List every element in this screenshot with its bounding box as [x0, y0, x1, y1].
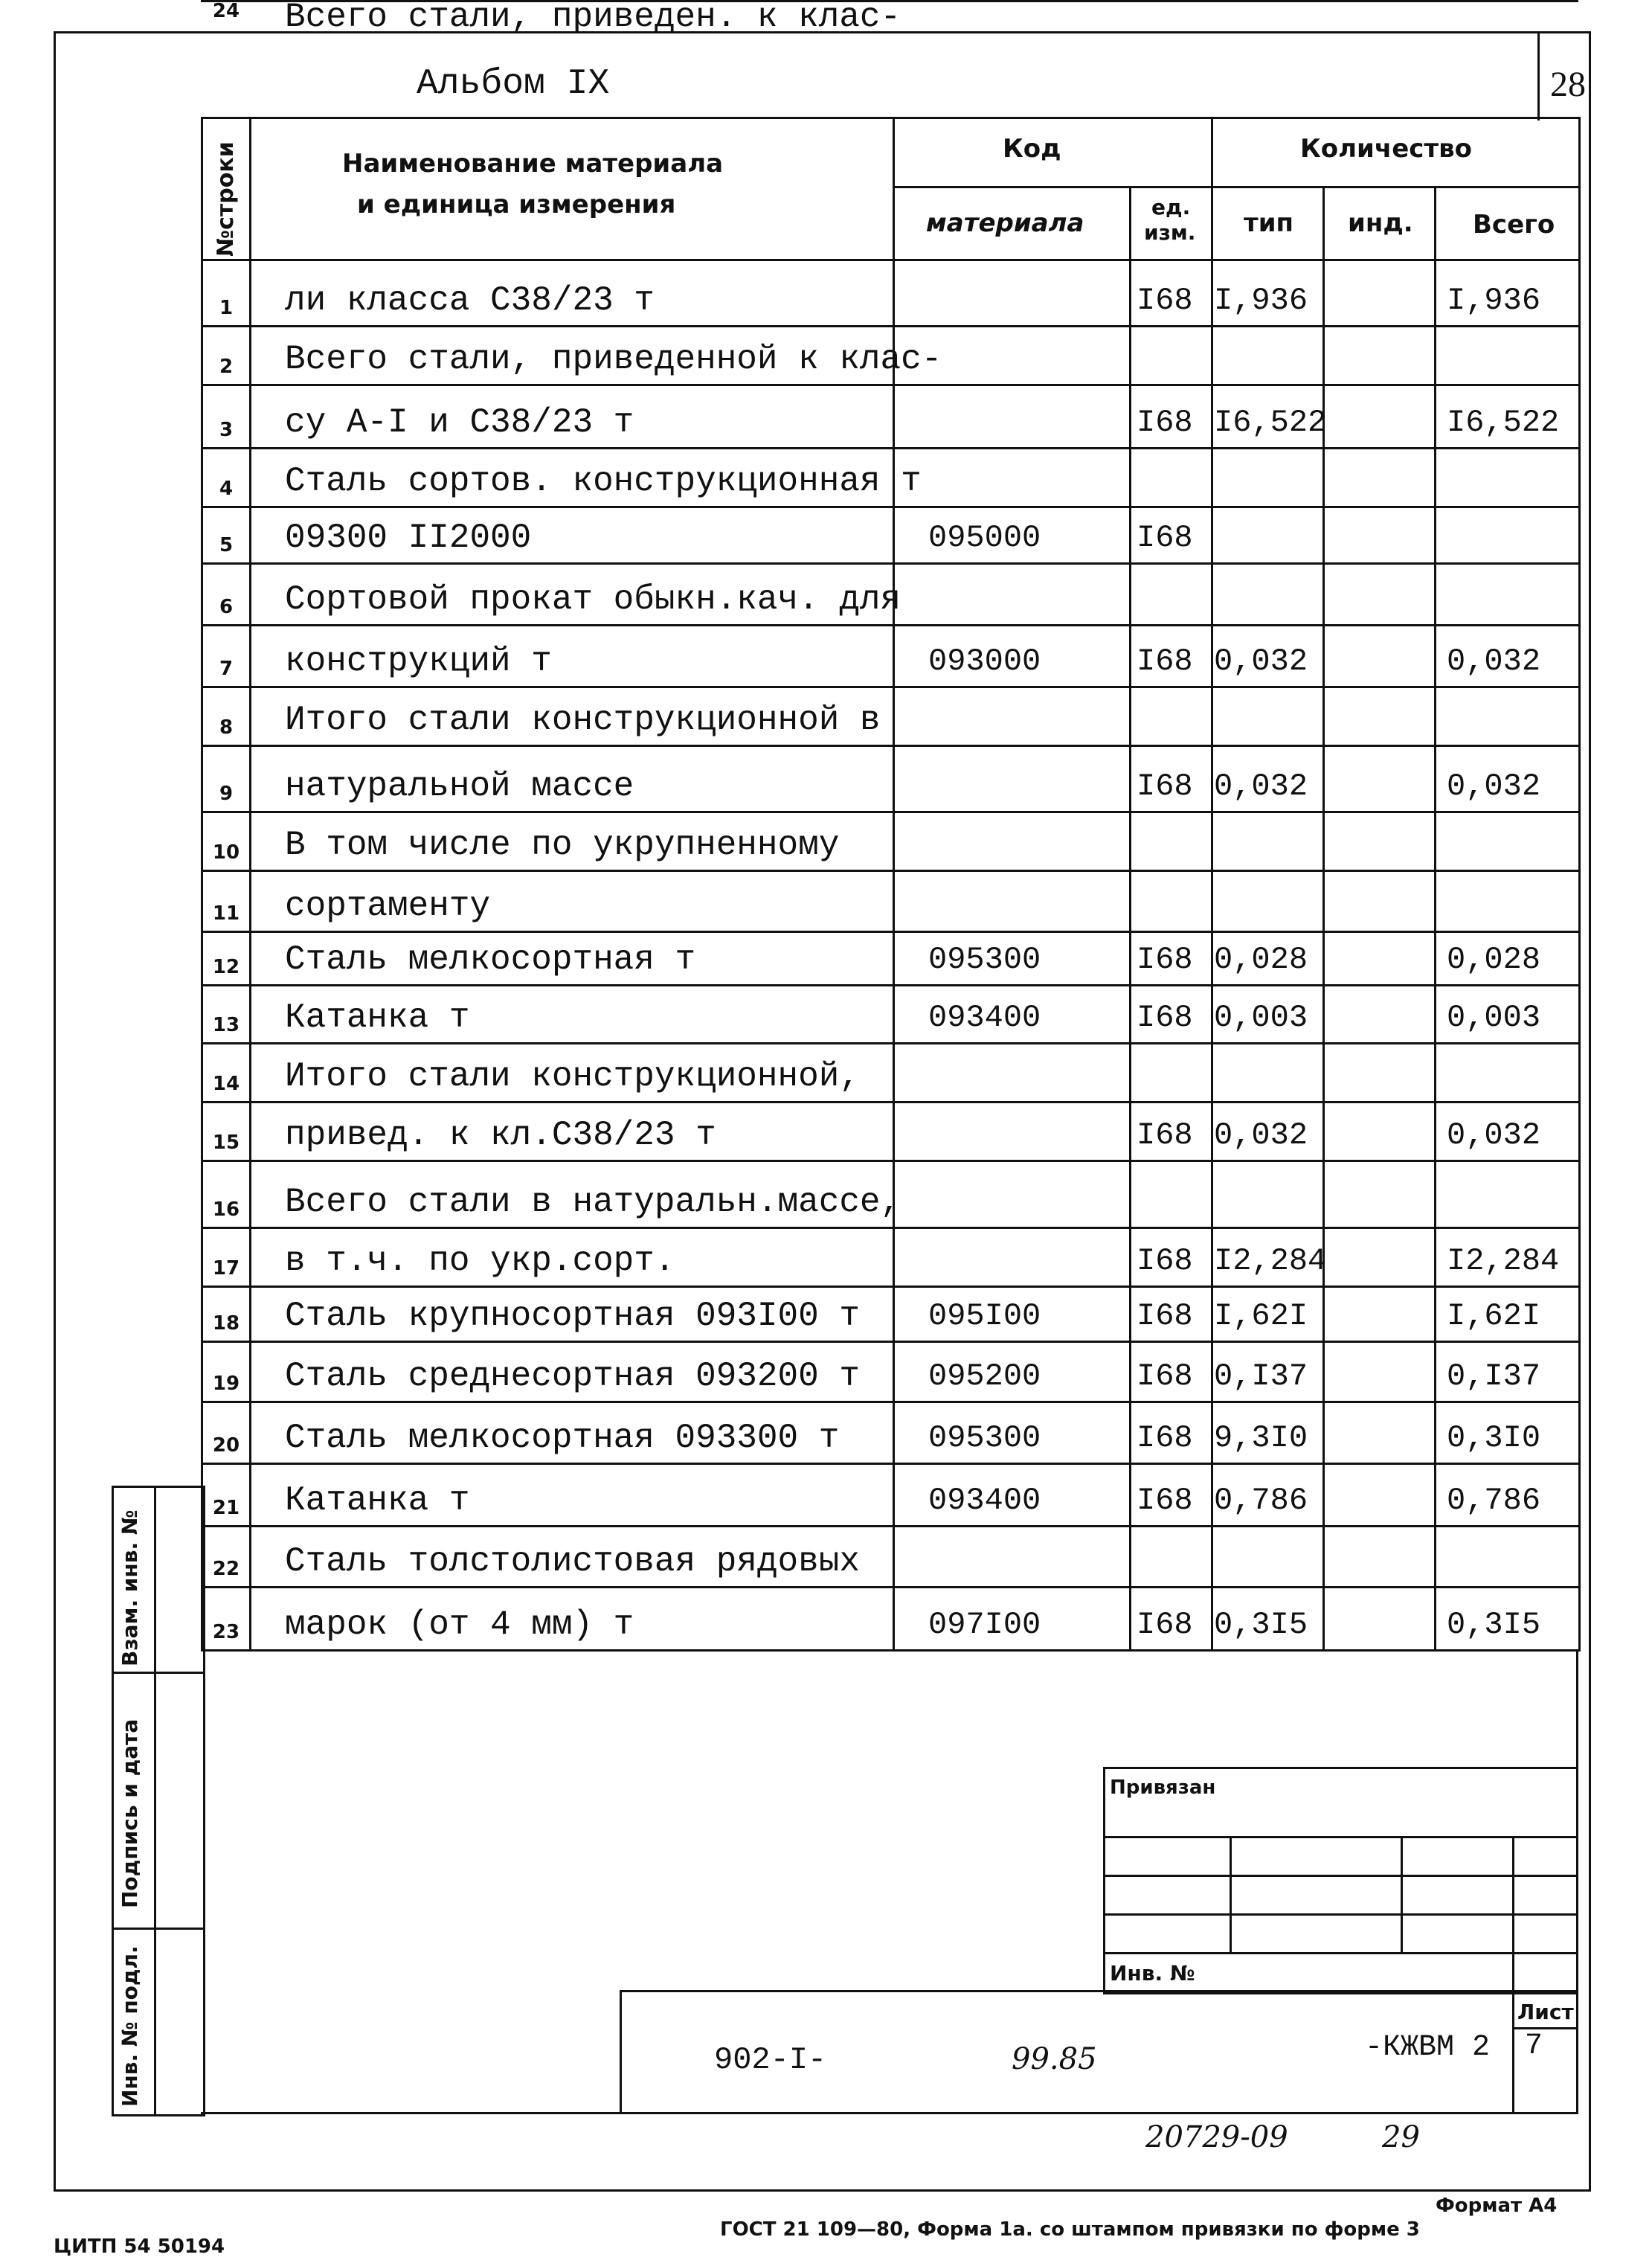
- stamp-line: [1103, 1952, 1576, 1954]
- row-line: [201, 1042, 1578, 1044]
- row-number: 16: [212, 1198, 240, 1221]
- cell-total: 0,028: [1447, 942, 1541, 978]
- row-line: [201, 1586, 1578, 1588]
- row-line: [201, 1286, 1578, 1288]
- cell-type: 0,032: [1214, 1117, 1308, 1153]
- cell-code: 095300: [928, 1420, 1041, 1456]
- side-label-inv-replace: Взам. инв. №: [118, 1509, 142, 1666]
- cell-code: 095I00: [928, 1298, 1041, 1334]
- cell-total: I6,522: [1447, 405, 1560, 440]
- cell-total: 0,003: [1447, 1000, 1541, 1036]
- header-code-material: материала: [926, 208, 1084, 238]
- cell-name: Сталь толстолистовая рядовых: [285, 1542, 860, 1581]
- row-line: [201, 1341, 1578, 1343]
- row-number: 2: [219, 356, 234, 378]
- header-name-line1: Наименование материала: [342, 149, 724, 179]
- cell-total: I2,284: [1447, 1243, 1560, 1279]
- stamp-inv-label: Инв. №: [1110, 1961, 1195, 1986]
- row-number: 12: [212, 956, 240, 978]
- row-line: [201, 686, 1578, 688]
- header-quantity: Количество: [1300, 134, 1473, 164]
- cell-unit: I68: [1137, 1298, 1193, 1334]
- cell-type: 0,3I5: [1214, 1607, 1308, 1643]
- row-number: 23: [212, 1621, 240, 1643]
- header-qty-ind: инд.: [1348, 208, 1413, 238]
- row-line: [201, 562, 1578, 565]
- sheet-label: Лист: [1517, 2000, 1574, 2024]
- row-number: 17: [212, 1257, 240, 1280]
- row-number: 20: [212, 1434, 240, 1457]
- stamp-col-line: [1401, 1836, 1403, 1952]
- col-line: [1129, 186, 1131, 1652]
- cell-total: 0,032: [1447, 768, 1541, 804]
- format-label: Формат А4: [1436, 2195, 1558, 2217]
- cell-unit: I68: [1137, 942, 1193, 978]
- row-number: 15: [212, 1132, 240, 1154]
- side-strip-line: [112, 1928, 203, 1930]
- cell-unit: I68: [1137, 768, 1193, 804]
- footer-gost: ГОСТ 21 109—80, Форма 1а. со штампом привязки по форме 3: [720, 2218, 1420, 2241]
- title-block-left: [620, 1990, 622, 2114]
- stamp-line: [1103, 1836, 1576, 1838]
- cell-type: 0,032: [1214, 643, 1308, 679]
- cell-name: су А-I и С38/23 т: [285, 403, 634, 442]
- cell-unit: I68: [1137, 1607, 1193, 1643]
- row-number: 6: [219, 596, 234, 618]
- header-qty-type: тип: [1244, 208, 1294, 238]
- row-line: [201, 624, 1578, 626]
- row-line: [201, 984, 1578, 986]
- cell-name: Сортовой прокат обыкн.кач. для: [285, 580, 901, 619]
- header-name-line2: и единица измерения: [357, 190, 676, 219]
- row-line: [201, 931, 1578, 933]
- cell-type: I,936: [1214, 283, 1308, 318]
- page-number: 28: [1550, 65, 1586, 104]
- row-number: 8: [219, 716, 234, 739]
- cell-type: 0,I37: [1214, 1358, 1308, 1394]
- row-number: 4: [219, 478, 234, 500]
- row-line: [201, 325, 1578, 327]
- row-line: [201, 1401, 1578, 1403]
- cell-type: I6,522: [1214, 405, 1327, 440]
- cell-total: I,936: [1447, 283, 1541, 318]
- row-line: [201, 506, 1578, 508]
- row-number: 18: [212, 1312, 240, 1335]
- sheet-cell-line: [1512, 2027, 1578, 2029]
- row-number: 3: [219, 419, 234, 441]
- header-qty-total: Всего: [1473, 210, 1555, 240]
- row-number: 10: [212, 841, 240, 864]
- cell-name: Катанка т: [285, 1481, 470, 1520]
- cell-unit: I68: [1137, 1000, 1193, 1036]
- row-number: 21: [212, 1497, 240, 1519]
- cell-code: 093000: [928, 643, 1041, 679]
- cell-type: 0,786: [1214, 1483, 1308, 1518]
- cell-unit: I68: [1137, 405, 1193, 440]
- cell-name: привед. к кл.С38/23 т: [285, 1116, 716, 1155]
- cell-total: 0,032: [1447, 643, 1541, 679]
- cell-unit: I68: [1137, 1358, 1193, 1394]
- row-number: 14: [212, 1073, 240, 1095]
- row-number: 7: [219, 658, 234, 680]
- row-line: [201, 384, 1578, 386]
- cell-name: в т.ч. по укр.сорт.: [285, 1242, 675, 1280]
- side-strip-line: [112, 1672, 203, 1674]
- cell-total: 0,032: [1447, 1117, 1541, 1153]
- cell-code: 093400: [928, 1483, 1041, 1518]
- cell-code: 095200: [928, 1358, 1041, 1394]
- cell-name: Сталь крупносортная 093I00 т: [285, 1297, 860, 1335]
- side-strip-divider: [154, 1486, 156, 2114]
- cell-name: В том числе по укрупненному: [285, 826, 840, 864]
- row-number: 22: [212, 1558, 240, 1580]
- handwritten-ref: 20729-09: [1145, 2120, 1288, 2154]
- row-number: 11: [212, 902, 240, 925]
- cell-name: конструкций т: [285, 642, 552, 681]
- side-label-inv-original: Инв. № подл.: [118, 1945, 142, 2107]
- page-number-divider: [1537, 31, 1540, 121]
- cell-type: I2,284: [1214, 1243, 1327, 1279]
- col-line: [1211, 117, 1213, 1652]
- row-line: [201, 447, 1578, 449]
- cell-name: ли класса С38/23 т: [285, 281, 655, 320]
- album-title: Альбом IX: [417, 64, 610, 104]
- header-mid-line: [893, 186, 1578, 188]
- row-line: [201, 1525, 1578, 1527]
- cell-name: Сталь мелкосортная 093300 т: [285, 1419, 840, 1457]
- cell-type: 0,003: [1214, 1000, 1308, 1036]
- cell-name: Сталь среднесортная 093200 т: [285, 1357, 860, 1396]
- handwritten-num: 29: [1382, 2120, 1420, 2154]
- row-number: 13: [212, 1014, 240, 1036]
- cell-total: I,62I: [1447, 1298, 1541, 1334]
- cell-unit: I68: [1137, 643, 1193, 679]
- doc-code: 902-I-: [714, 2042, 827, 2078]
- header-unit-line1: ед.: [1151, 195, 1191, 219]
- cell-name: Всего стали, приведенной к клас-: [285, 340, 942, 379]
- cell-name: Сталь мелкосортная т: [285, 940, 696, 979]
- row-line: [201, 745, 1578, 747]
- cell-name: сортаменту: [285, 887, 491, 925]
- row-line: [201, 1101, 1578, 1103]
- row-line: [201, 1227, 1578, 1229]
- cell-name: Катанка т: [285, 998, 470, 1037]
- cell-name: Итого стали конструкционной,: [285, 1057, 860, 1096]
- cell-type: 0,032: [1214, 768, 1308, 804]
- cell-name: Всего стали в натуральн.массе,: [285, 1183, 901, 1222]
- row-number: 5: [219, 534, 234, 556]
- cell-type: 9,3I0: [1214, 1420, 1308, 1456]
- row-number: 24: [212, 0, 240, 22]
- side-label-signature-date: Подпись и дата: [118, 1718, 142, 1908]
- cell-total: 0,3I5: [1447, 1607, 1541, 1643]
- cell-total: 0,786: [1447, 1483, 1541, 1518]
- cell-unit: I68: [1137, 1483, 1193, 1518]
- cell-name: натуральной массе: [285, 767, 634, 806]
- cell-unit: I68: [1137, 1117, 1193, 1153]
- row-line: [201, 1649, 1578, 1652]
- row-number: 1: [219, 297, 234, 319]
- stamp-line: [1103, 1875, 1576, 1877]
- stamp-line: [1103, 1913, 1576, 1916]
- cell-total: 0,3I0: [1447, 1420, 1541, 1456]
- header-code: Код: [1003, 134, 1061, 164]
- cell-code: 095000: [928, 520, 1041, 556]
- cell-code: 093400: [928, 1000, 1041, 1036]
- bottom-frame-line: [201, 2112, 1578, 2114]
- binding-stamp-title: Привязан: [1110, 1776, 1216, 1799]
- footer-left: ЦИТП 54 50194: [54, 2235, 225, 2258]
- cell-name: Сталь сортов. конструкционная т: [285, 462, 922, 501]
- title-block-top: [620, 1990, 1578, 1992]
- sheet-value: 7: [1525, 2029, 1543, 2063]
- row-line: [201, 811, 1578, 813]
- doc-suffix: -КЖВМ 2: [1365, 2031, 1491, 2064]
- header-unit-line2: изм.: [1144, 220, 1196, 245]
- cell-code: 095300: [928, 942, 1041, 978]
- doc-number: 99.85: [1012, 2042, 1097, 2076]
- stamp-col-line: [1230, 1836, 1232, 1952]
- cell-unit: I68: [1137, 283, 1193, 318]
- row-number: 9: [219, 783, 234, 805]
- row-line: [201, 1463, 1578, 1465]
- cell-name: Итого стали конструкционной в: [285, 701, 881, 739]
- cell-total: 0,I37: [1447, 1358, 1541, 1394]
- col-line: [249, 117, 251, 1652]
- header-bottom-line: [201, 259, 1578, 261]
- row-line: [201, 870, 1578, 872]
- stamp-col-line: [1512, 1836, 1514, 2114]
- cell-unit: I68: [1137, 1420, 1193, 1456]
- cell-name: Всего стали, приведен. к клас-: [285, 0, 901, 36]
- cell-unit: I68: [1137, 1243, 1193, 1279]
- cell-name: 09300 II2000: [285, 519, 532, 557]
- cell-code: 097I00: [928, 1607, 1041, 1643]
- col-line: [1434, 186, 1436, 1652]
- row-number: 19: [212, 1373, 240, 1395]
- header-row-no: №строки: [213, 141, 239, 257]
- row-line: [201, 1160, 1578, 1162]
- cell-type: I,62I: [1214, 1298, 1308, 1334]
- cell-type: 0,028: [1214, 942, 1308, 978]
- cell-name: марок (от 4 мм) т: [285, 1605, 634, 1644]
- cell-unit: I68: [1137, 520, 1193, 556]
